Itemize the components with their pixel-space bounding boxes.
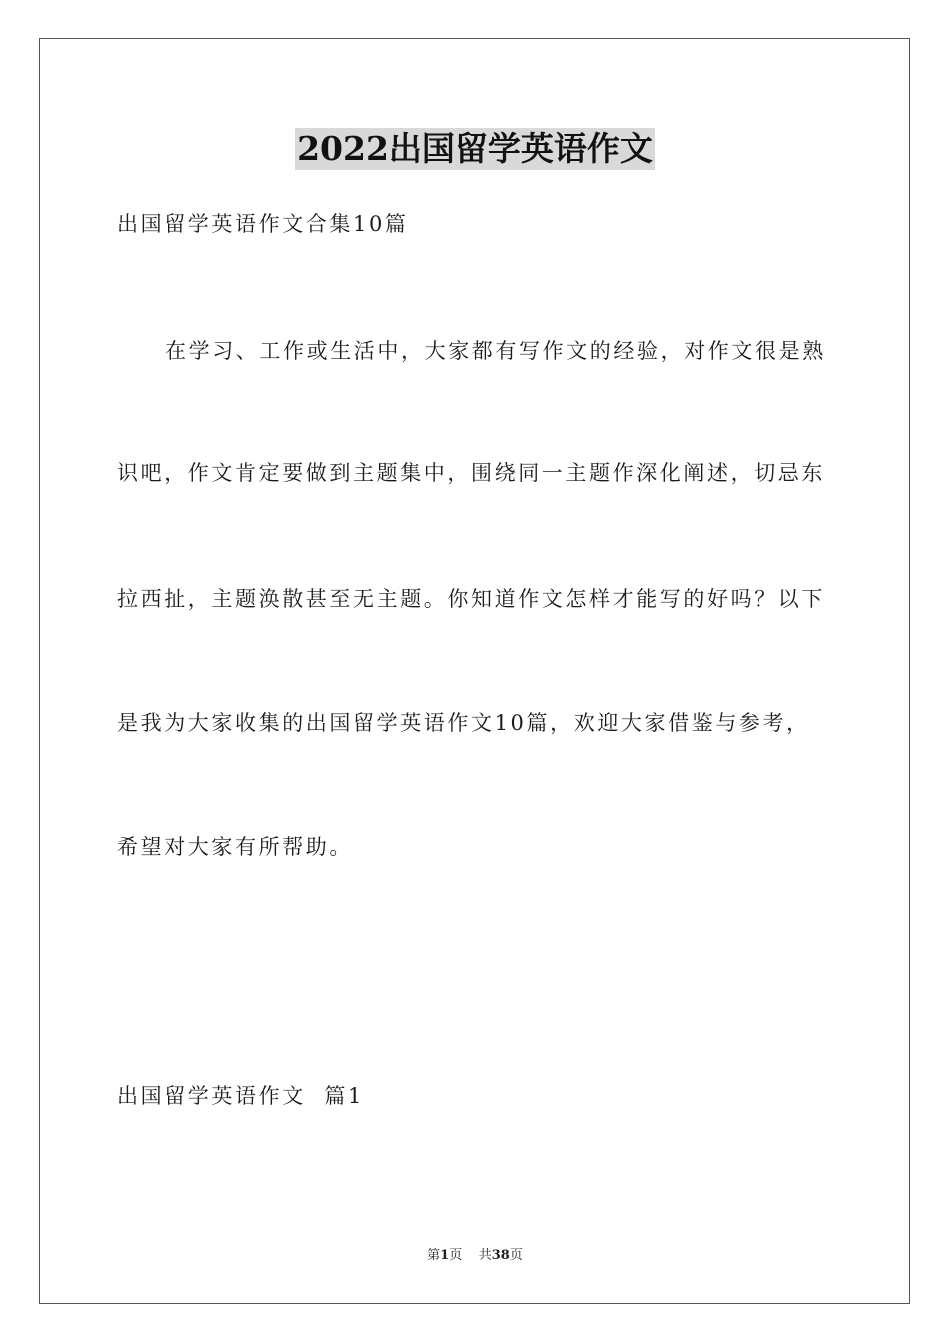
footer-total-prefix: 共 xyxy=(478,1248,492,1263)
footer-total-suffix: 页 xyxy=(509,1248,523,1263)
document-subtitle: 出国留学英语作文合集10篇 xyxy=(117,212,409,236)
document-title: 2022出国留学英语作文 xyxy=(297,129,653,168)
paragraph-line-2: 识吧，作文肯定要做到主题集中，围绕同一主题作深化阐述，切忌东 xyxy=(117,461,825,485)
section-heading: 出国留学英语作文 篇1 xyxy=(117,1084,364,1108)
paragraph-line-1: 在学习、工作或生活中，大家都有写作文的经验，对作文很是熟 xyxy=(165,339,826,363)
title-container xyxy=(0,128,950,170)
footer-page-number: 1 xyxy=(440,1248,450,1263)
paragraph-line-4: 是我为大家收集的出国留学英语作文10篇，欢迎大家借鉴与参考， xyxy=(117,711,810,735)
footer-page-prefix: 第 xyxy=(427,1248,441,1263)
footer-total-pages: 38 xyxy=(491,1248,510,1263)
paragraph-line-3: 拉西扯，主题涣散甚至无主题。你知道作文怎样才能写的好吗？以下 xyxy=(117,587,825,611)
paragraph-line-5: 希望对大家有所帮助。 xyxy=(117,835,353,859)
page-footer xyxy=(0,1247,950,1265)
footer-page-suffix: 页 xyxy=(449,1248,463,1263)
